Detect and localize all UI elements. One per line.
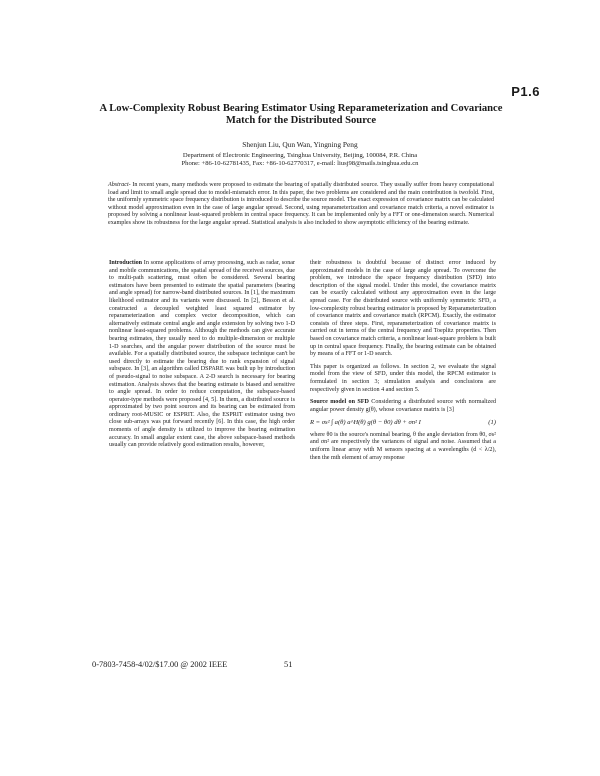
paper-affiliation (90, 152, 510, 168)
body-paragraph: their robustness is doubtful because of distinct error induced by approximated models in the case of large angle spread. To overcome the problem, we introduce the space frequency distribution (SFD) into description of the signal model. Under this model, the covariance matrix can be exactly calculated without any approximation even in the large spread case. For the distributed source with uniformly symmetric SFD, a low-complexity robust bearing estimator is proposed by Reparameterization of covariance matrix and covariance match (RPCM). Exactly, the estimator consists of three steps. First, reparameterization of covariance matrix is carried out in terms of the central frequency and Toeplitz properties. Then based on covariance match criteria, a nonlinear least-square problem is built up in central space frequency. Finally, the bearing estimate can be obtained by means of a FFT or 1-D search. (310, 260, 496, 358)
body-paragraph: This paper is organized as follows. In section 2, we evaluate the signal model from the view of SFD, under this model, the RPCM estimator is formulated in section 3; simulation analysis and conclusions are respectively given in section 4 and section 5. (310, 363, 496, 393)
abstract-text: In recent years, many methods were proposed to estimate the bearing of spatially distributed source. They usually suffer from heavy computational load and limit to small angle spread due to model-mismatch error. In this paper, the two problems are considered and the main contribution is twofold. First, the uniformly symmetric space frequency distribution is introduced to describe the source model. The exact expression of covariance matrix can be calculated without model approximation even in the case of large angular spread. Second, using reparameterization and covariance match criteria, a novel estimator is proposed by solving a nonlinear least-squared problem in central space frequency. It can be implemented only by a FFT or one-dimension search. Numerical examples show its robustness for the large angular spread. Statistical analysis is also included to show asymptotic efficiency of the bearing estimate. (108, 182, 494, 226)
introduction-paragraph (109, 260, 295, 450)
copyright-footer: 0-7803-7458-4/02/$17.00 @ 2002 IEEE (92, 660, 228, 669)
body-paragraph: where θ0 is the source's nominal bearing, θ the angle deviation from θ0, σs² and σn² are respectively the variances of signal and noise. Assumed that a uniform linear array with M sensors spacing at a wavelengths (d < λ/2), then the mth element of array response (310, 431, 496, 461)
source-model-heading: Source model on SFD (310, 399, 369, 406)
left-column (109, 260, 295, 455)
equation-number: (1) (488, 419, 496, 427)
equation-1 (310, 419, 496, 427)
introduction-heading: Introduction (109, 260, 143, 266)
session-label: P1.6 (511, 84, 540, 99)
introduction-text: In some applications of array processing, such as radar, sonar and mobile communications, the spatial spread of the received sources, due to multi-path scattering, must often be considered. Several bearing estimators have been presented to estimate the spatial parameters (bearing and angle spread) for narrow-band distributed sources. In [1], the maximum likelihood estimator and its variants were discussed. In [2], Besson et al. constructed a decoupled weighted least squared estimator by reparameterization and complex vector decomposition, which can alternatively estimate central angle and angle extension by solving two 1-D nonlinear least-squared problems. Although the methods can give accurate bearing estimates, they usually need to do multiple-dimension or multiple 1-D searches, and the angular power distribution of the source must be available. For a spatially distributed source, the subspace technique can't be used directly to estimate the bearing due to rank expansion of signal subspace. In [3], an algorithm called DSPARE was built up by introduction of pseudo-signal to noise subspace. A 2-D search is necessary for bearing estimation. Analysis shows that the bearing estimate is biased and sensitive to angle spread. In order to reduce computation, the subspace-based operator-type methods were proposed [4, 5]. In them, a distributed source is approximated by two point sources and its bearing can be estimated from ordinary root-MUSIC or ESPRIT. Also, the ESPRIT estimator using two close sub-arrays was put forward recently [6]. In this case, the high order moments of angle density is utilized to improve the bearing estimation accuracy. In small angular extent case, the above subspace-based methods usually can provide relatively good estimation results, however, (109, 260, 295, 449)
source-model-paragraph (310, 399, 496, 414)
right-column (310, 260, 496, 467)
abstract-lead: Abstract- (108, 182, 131, 188)
paper-authors: Shenjun Liu, Qun Wan, Yingning Peng (242, 140, 358, 149)
paper-title: A Low-Complexity Robust Bearing Estimator Using Reparameterization and Covariance Match for the Distributed Source (99, 103, 503, 126)
contact-line: Phone: +86-10-62781435, Fax: +86-10-62770317, e-mail: liusj98@mails.tsinghua.edu.cn (181, 160, 419, 167)
abstract (108, 182, 494, 228)
page-number: 51 (284, 660, 293, 669)
equation-body: R = σs² ∫ a(θ) a^H(θ) g(θ − θ0) dθ + σn² I (310, 419, 421, 427)
source-model-text: Considering a distributed source with normalized angular power density g(θ), whose covariance matrix is [3] (310, 399, 496, 413)
affiliation-line: Department of Electronic Engineering, Tsinghua University, Beijing, 100084, P.R. China (182, 152, 418, 159)
